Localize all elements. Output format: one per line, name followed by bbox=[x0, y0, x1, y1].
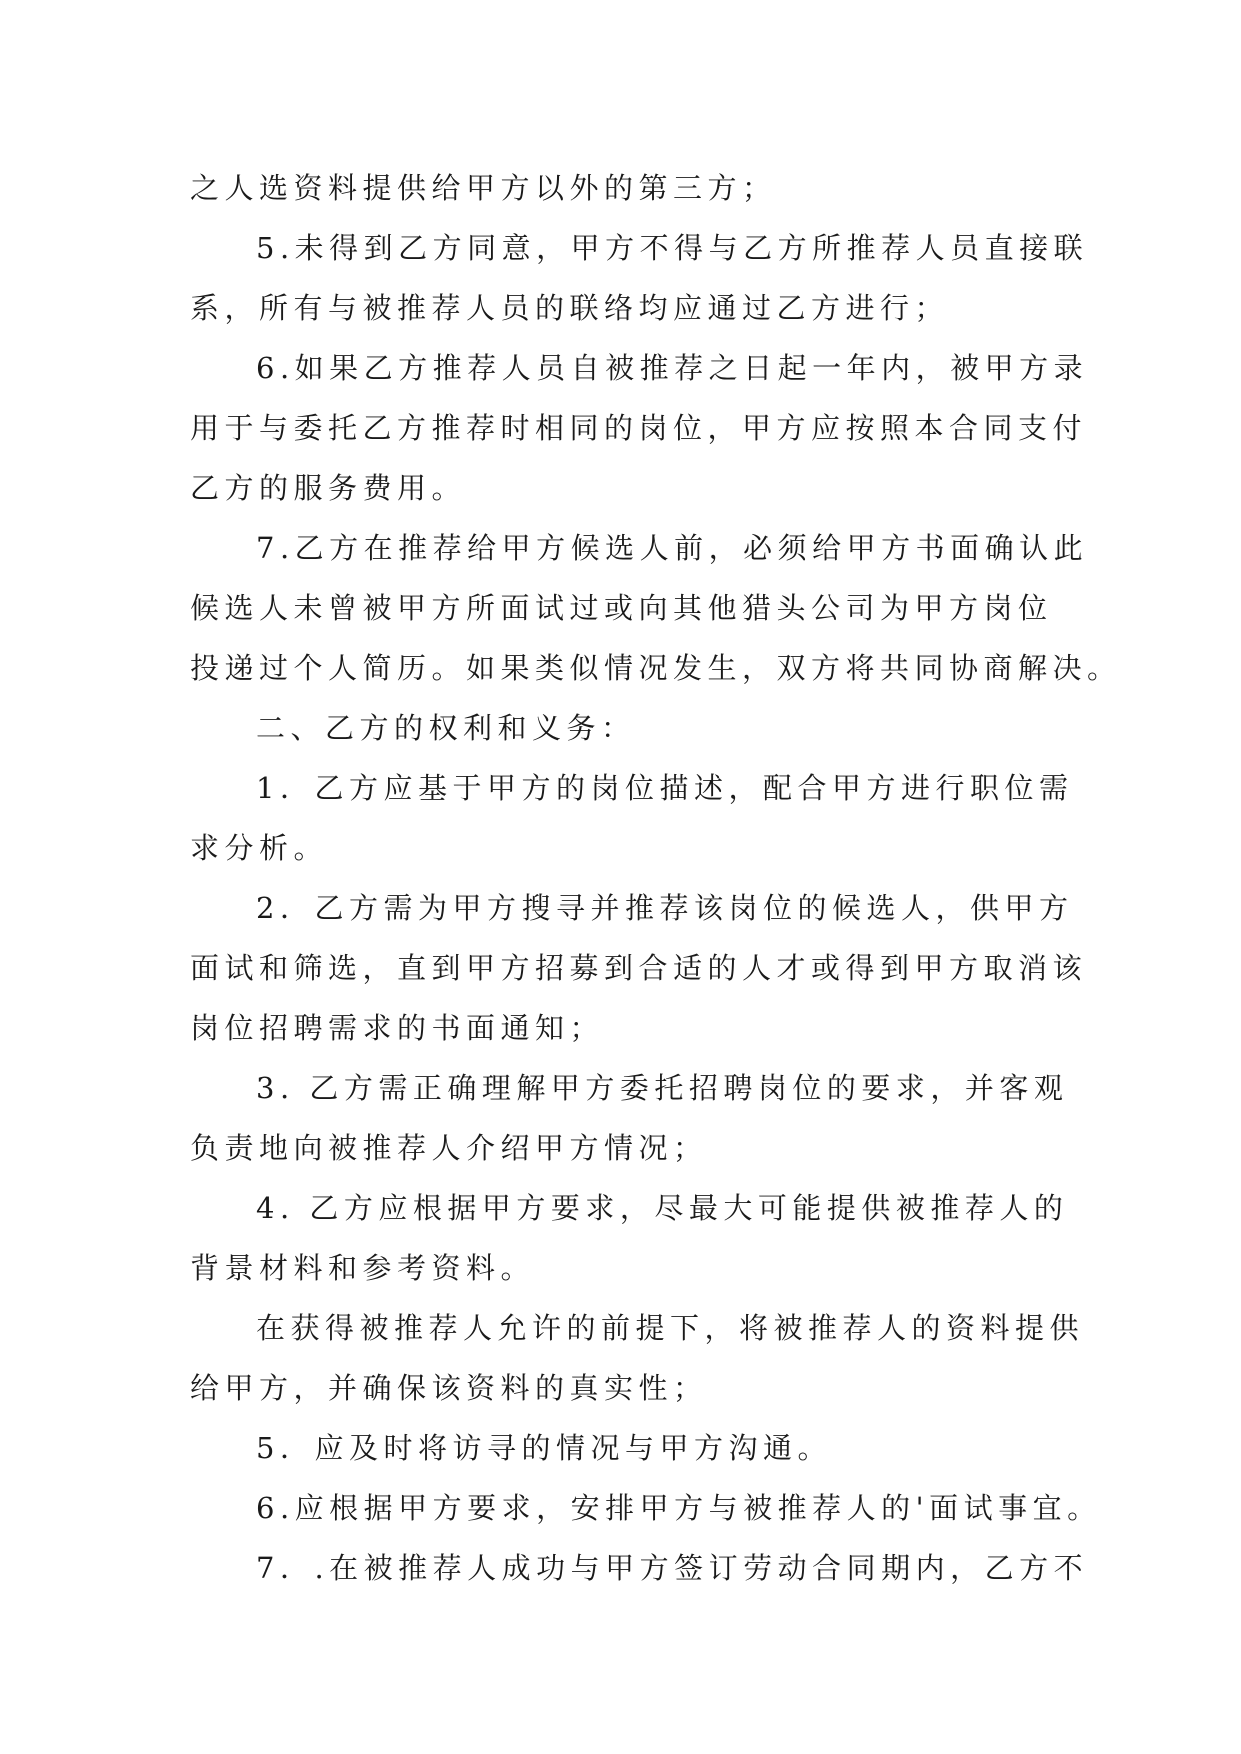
text-line: 背景材料和参考资料。 bbox=[190, 1251, 536, 1285]
text-line: 6.应根据甲方要求，安排甲方与被推荐人的'面试事宜。 bbox=[256, 1491, 1102, 1525]
text-line: 5．应及时将访寻的情况与甲方沟通。 bbox=[256, 1431, 832, 1465]
text-line: 给甲方，并确保该资料的真实性； bbox=[190, 1371, 708, 1405]
text-line: 求分析。 bbox=[190, 831, 329, 865]
text-line: 3. 乙方需正确理解甲方委托招聘岗位的要求，并客观 bbox=[256, 1071, 1069, 1105]
text-line: 面试和筛选，直到甲方招募到合适的人才或得到甲方取消该 bbox=[190, 951, 1088, 985]
text-line: 1．乙方应基于甲方的岗位描述，配合甲方进行职位需 bbox=[256, 771, 1074, 805]
text-line: 7．.在被推荐人成功与甲方签订劳动合同期内，乙方不 bbox=[256, 1551, 1089, 1585]
text-line: 2．乙方需为甲方搜寻并推荐该岗位的候选人，供甲方 bbox=[256, 891, 1074, 925]
text-line: 负责地向被推荐人介绍甲方情况； bbox=[190, 1131, 708, 1165]
text-line: 乙方的服务费用。 bbox=[190, 471, 467, 505]
text-line: 4. 乙方应根据甲方要求，尽最大可能提供被推荐人的 bbox=[256, 1191, 1069, 1225]
text-line: 6.如果乙方推荐人员自被推荐之日起一年内，被甲方录 bbox=[256, 351, 1089, 385]
text-line: 候选人未曾被甲方所面试过或向其他猎头公司为甲方岗位 bbox=[190, 591, 1053, 625]
document-page bbox=[190, 158, 1122, 1598]
text-line: 5.未得到乙方同意，甲方不得与乙方所推荐人员直接联 bbox=[256, 231, 1089, 265]
text-line: 用于与委托乙方推荐时相同的岗位，甲方应按照本合同支付 bbox=[190, 411, 1088, 445]
text-line: 投递过个人简历。如果类似情况发生，双方将共同协商解决。 bbox=[190, 651, 1122, 685]
text-line: 岗位招聘需求的书面通知； bbox=[190, 1011, 605, 1045]
text-line: 7.乙方在推荐给甲方候选人前，必须给甲方书面确认此 bbox=[256, 531, 1089, 565]
text-line: 在获得被推荐人允许的前提下，将被推荐人的资料提供 bbox=[256, 1311, 1085, 1345]
section-heading: 二、乙方的权利和义务： bbox=[256, 711, 636, 745]
text-line: 系，所有与被推荐人员的联络均应通过乙方进行； bbox=[190, 291, 950, 325]
text-line: 之人选资料提供给甲方以外的第三方； bbox=[190, 171, 777, 205]
